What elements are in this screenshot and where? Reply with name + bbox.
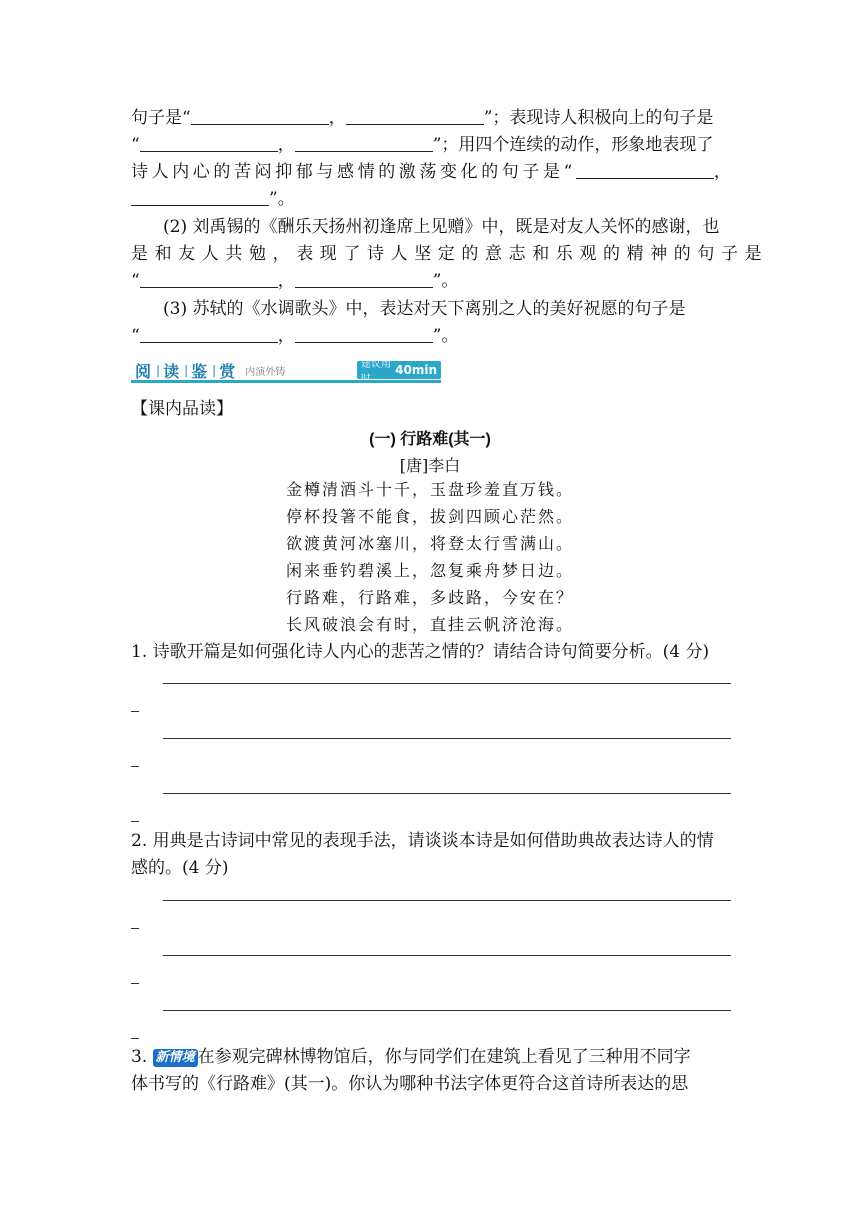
text: ”。 (269, 189, 295, 209)
text: “ (131, 326, 140, 346)
answer-line[interactable] (163, 955, 731, 956)
line-mark (131, 766, 139, 767)
answer-blank[interactable] (295, 135, 433, 152)
question-2-cont: 感的。(4 分) (131, 858, 229, 878)
question-3-cont: 体书写的《行路难》(其一)。你认为哪种书法字体更符合这首诗所表达的思 (131, 1074, 689, 1094)
text: ， (277, 326, 295, 346)
answer-blank[interactable] (346, 108, 484, 125)
answer-blank[interactable] (191, 108, 329, 125)
banner-subtitle: 内演外铸 (245, 366, 286, 378)
question-3-line-2 (131, 325, 731, 347)
poem-line: 闲来垂钓碧溪上，忽复乘舟梦日边。 (285, 561, 574, 580)
fill-line-2 (131, 134, 731, 156)
banner-separator: | (212, 363, 217, 377)
answer-line[interactable] (163, 900, 731, 901)
banner-separator: | (184, 363, 189, 377)
fill-line-3 (131, 161, 735, 183)
poem-line: 行路难，行路难，多歧路，今安在？ (285, 588, 574, 607)
poem-line: 停杯投箸不能食，拔剑四顾心茫然。 (285, 507, 574, 526)
answer-blank[interactable] (140, 135, 278, 152)
text: ”；用四个连续的动作，形象地表现了 (432, 135, 714, 155)
answer-line[interactable] (163, 738, 731, 739)
question-3-line-1 (163, 298, 731, 320)
question-2-line-2 (131, 243, 769, 265)
answer-blank[interactable] (131, 189, 269, 206)
answer-line[interactable] (163, 683, 731, 684)
text: (2) 刘禹锡的《酬乐天扬州初逢席上见赠》中，既是对友人关怀的感谢，也 (163, 217, 720, 237)
line-mark (131, 711, 139, 712)
text: “ (131, 135, 140, 155)
answer-blank[interactable] (295, 271, 433, 288)
poem-line: 欲渡黄河冰塞川，将登太行雪满山。 (285, 534, 574, 553)
question-2: 2. 用典是古诗词中常见的表现手法，请谈谈本诗是如何借助典故表达诗人的情 (131, 831, 714, 851)
time-value: 40min (395, 363, 437, 377)
line-mark (131, 1038, 139, 1039)
text: 诗人内心的苦闷抑郁与感情的激荡变化的句子是“ (131, 162, 576, 182)
text: ， (328, 108, 346, 128)
banner-char: 阅 (135, 361, 152, 381)
fill-line-1 (131, 107, 731, 129)
text: ”。 (432, 271, 459, 291)
fill-line-4 (131, 188, 731, 210)
question-1: 1. 诗歌开篇是如何强化诗人内心的悲苦之情的？请结合诗句简要分析。(4 分) (131, 642, 710, 662)
line-mark (131, 983, 139, 984)
question-2-line-1 (163, 216, 731, 238)
banner-char: 赏 (219, 361, 236, 381)
banner-separator: | (156, 363, 161, 377)
text: 是和友人共勉，表现了诗人坚定的意志和乐观的精神的句子是 (131, 244, 769, 264)
text: ， (277, 135, 295, 155)
time-label: 建议用 (361, 359, 391, 370)
banner-char: 读 (163, 361, 180, 381)
new-context-tag: 新情境 (153, 1049, 198, 1067)
line-mark (131, 821, 139, 822)
text: 句子是“ (131, 108, 191, 128)
line-mark (131, 928, 139, 929)
answer-line[interactable] (163, 1010, 731, 1011)
text: “ (131, 271, 140, 291)
text: ， (713, 162, 735, 182)
question-number: 3. (131, 1047, 148, 1067)
text: ”。 (432, 326, 459, 346)
answer-blank[interactable] (140, 326, 278, 343)
answer-blank[interactable] (140, 271, 278, 288)
answer-blank[interactable] (576, 162, 714, 179)
poem-title: (一) 行路难(其一) (369, 431, 491, 448)
section-label: 【课内品读】 (131, 399, 233, 419)
poem-line: 金樽清酒斗十千，玉盘珍羞直万钱。 (285, 480, 574, 499)
banner-char: 鉴 (191, 361, 208, 381)
poem-line: 长风破浪会有时，直挂云帆济沧海。 (285, 615, 574, 634)
text: 在参观完碑林博物馆后，你与同学们在建筑上看见了三种用不同字 (197, 1047, 691, 1067)
section-banner (131, 360, 441, 382)
text: ”；表现诗人积极向上的句子是 (483, 108, 714, 128)
text: (3) 苏轼的《水调歌头》中，表达对天下离别之人的美好祝愿的句子是 (163, 299, 686, 319)
banner-title (131, 360, 289, 382)
answer-blank[interactable] (295, 326, 433, 343)
question-2-line-3 (131, 270, 731, 292)
text: ， (277, 271, 295, 291)
suggested-time-badge (357, 361, 441, 379)
banner-underline (131, 380, 441, 383)
answer-line[interactable] (163, 793, 731, 794)
question-3 (131, 1046, 731, 1068)
poem-author: [唐]李白 (399, 456, 461, 475)
